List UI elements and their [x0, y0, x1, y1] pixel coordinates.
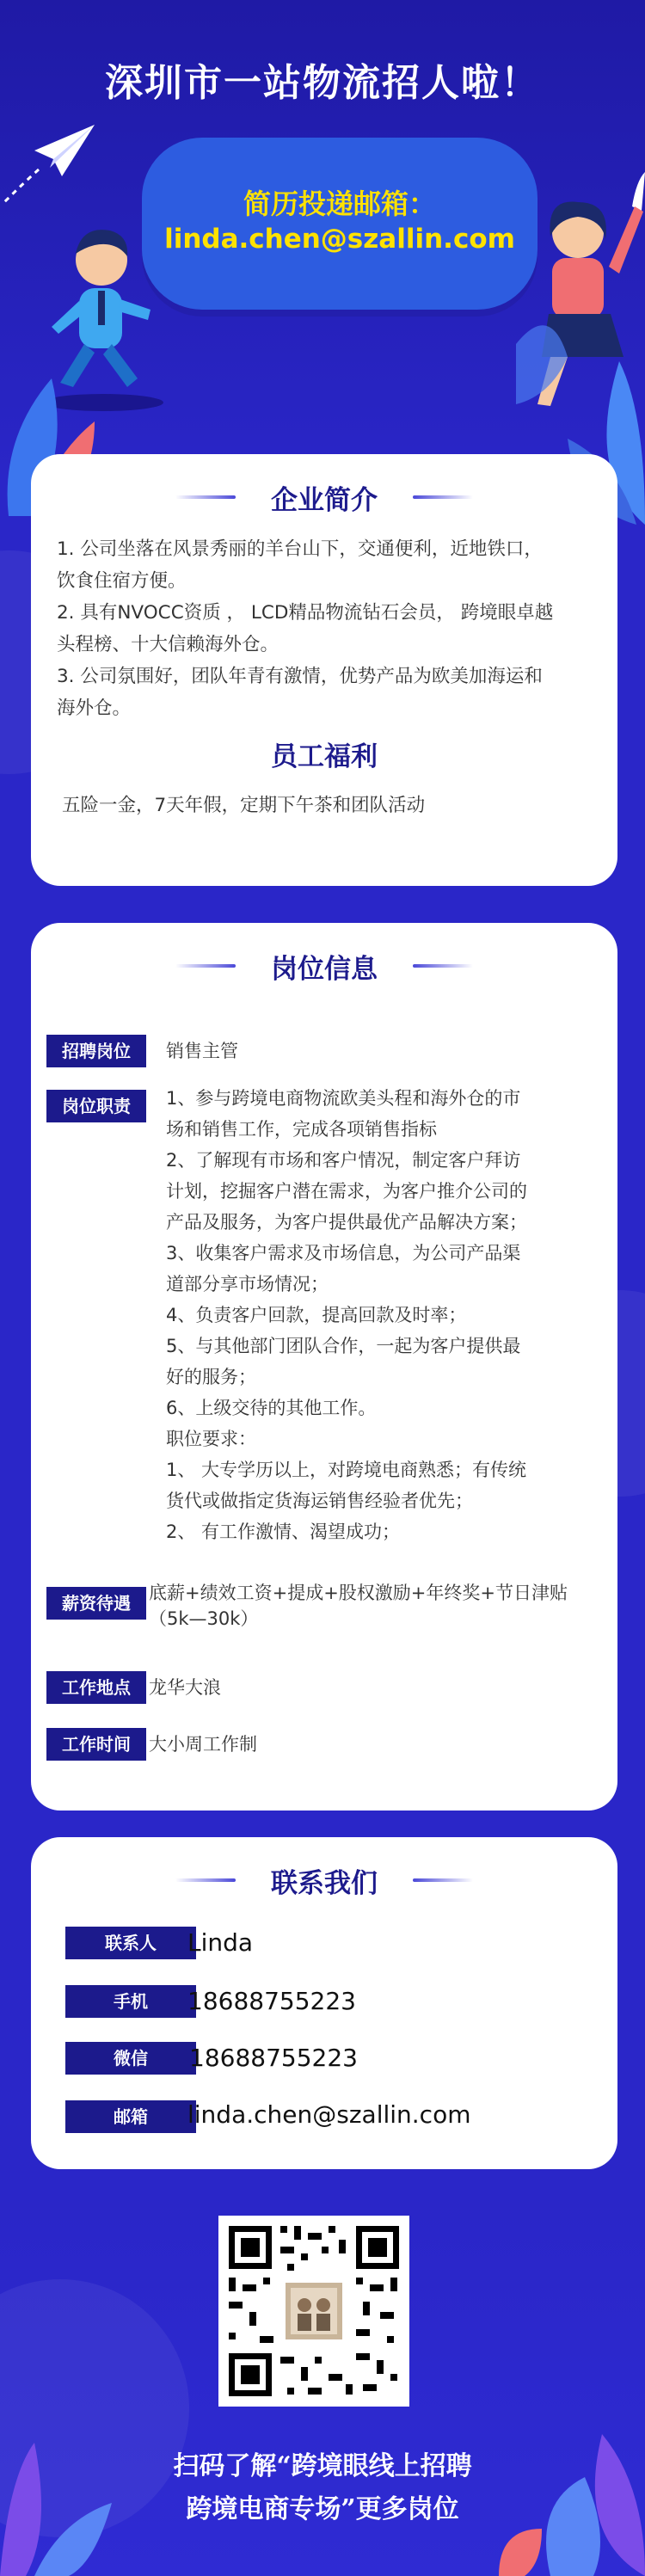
contact-email-tag: 邮箱	[65, 2100, 196, 2133]
paper-plane-icon	[0, 116, 103, 211]
position-tag: 招聘岗位	[46, 1035, 146, 1067]
contact-email-value[interactable]: linda.chen@szallin.com	[187, 2100, 471, 2129]
salary-value	[149, 1580, 613, 1632]
duty-line: 货代或做指定货海运销售经验者优先；	[166, 1491, 473, 1511]
duty-line: 场和销售工作，完成各项销售指标	[166, 1119, 437, 1140]
job-title: 岗位信息	[271, 954, 378, 985]
duties-tag: 岗位职责	[46, 1090, 146, 1122]
contact-card	[31, 1837, 617, 2169]
duty-line: 1、参与跨境电商物流欧美头程和海外仓的市	[166, 1088, 521, 1109]
hours-tag: 工作时间	[46, 1728, 146, 1761]
benefits-text: 五险一金，7天年假，定期下午茶和团队活动	[62, 795, 426, 816]
duty-line: 3、收集客户需求及市场信息，为公司产品渠	[166, 1243, 521, 1263]
footer-line-1: 扫码了解“跨境眼线上招聘	[173, 2451, 472, 2481]
company-intro-line: 头程榜、十大信赖海外仓。	[57, 634, 280, 655]
page-title: 深圳市一站物流招人啦！	[105, 61, 540, 105]
position-value: 销售主管	[166, 1041, 238, 1061]
duty-line: 6、上级交待的其他工作。	[166, 1398, 377, 1418]
salary-tag: 薪资待遇	[46, 1587, 146, 1620]
duties-list	[166, 1083, 605, 1547]
duty-line: 2、了解现有市场和客户情况，制定客户拜访	[166, 1150, 521, 1171]
company-intro-line: 2. 具有NVOCC资质 ， LCD精品物流钻石会员， 跨境眼卓越	[57, 602, 554, 624]
contact-wechat-value: 18688755223	[189, 2044, 358, 2072]
duty-line: 计划，挖掘客户潜在需求，为客户推介公司的	[166, 1181, 527, 1202]
company-intro-line: 饮食住宿方便。	[57, 570, 187, 592]
duty-line: 4、负责客户回款，提高回款及时率；	[166, 1305, 467, 1325]
title-divider	[413, 495, 473, 499]
company-intro-line: 1. 公司坐落在风景秀丽的羊台山下，交通便利，近地铁口，	[57, 538, 543, 560]
contact-wechat-tag: 微信	[65, 2042, 196, 2075]
company-intro-line: 海外仓。	[57, 698, 132, 719]
hours-value: 大小周工作制	[149, 1734, 257, 1755]
email-banner-label: 简历投递邮箱：	[243, 188, 436, 220]
location-tag: 工作地点	[46, 1671, 146, 1704]
duty-line: 道部分享市场情况；	[166, 1274, 329, 1294]
title-divider	[413, 964, 473, 968]
benefits-title: 员工福利	[271, 741, 378, 772]
duty-line: 5、与其他部门团队合作，一起为客户提供最	[166, 1336, 521, 1356]
duty-line: 2、 有工作激情、渴望成功；	[166, 1522, 401, 1542]
salary-line: 底薪+绩效工资+提成+股权激励+年终奖+节日津贴	[149, 1583, 568, 1603]
company-intro	[57, 533, 599, 724]
duty-line: 产品及服务，为客户提供最优产品解决方案；	[166, 1212, 527, 1233]
email-banner	[142, 138, 538, 310]
company-intro-line: 3. 公司氛围好，团队年青有激情，优势产品为欧美加海运和	[57, 666, 543, 687]
location-value: 龙华大浪	[149, 1677, 221, 1698]
email-banner-address[interactable]: linda.chen@szallin.com	[164, 224, 515, 255]
qr-code-icon	[218, 2216, 409, 2407]
contact-phone-value[interactable]: 18688755223	[187, 1987, 356, 2015]
leaf-decoration-icon	[0, 2425, 129, 2576]
leaf-decoration-icon	[482, 2400, 645, 2576]
job-card	[31, 923, 617, 1811]
contact-title: 联系我们	[271, 1868, 378, 1899]
duty-line: 职位要求：	[166, 1429, 256, 1449]
qr-code[interactable]	[218, 2216, 409, 2407]
company-title: 企业简介	[271, 485, 378, 516]
contact-person-value: Linda	[187, 1928, 254, 1957]
salary-line: （5k—30k）	[149, 1608, 259, 1629]
footer-line-2: 跨境电商专场”更多岗位	[186, 2494, 459, 2524]
company-card	[31, 454, 617, 886]
title-divider	[413, 1878, 473, 1882]
contact-person-tag: 联系人	[65, 1927, 196, 1959]
contact-phone-tag: 手机	[65, 1985, 196, 2018]
duty-line: 好的服务；	[166, 1367, 256, 1387]
duty-line: 1、 大专学历以上，对跨境电商熟悉；有传统	[166, 1460, 527, 1480]
